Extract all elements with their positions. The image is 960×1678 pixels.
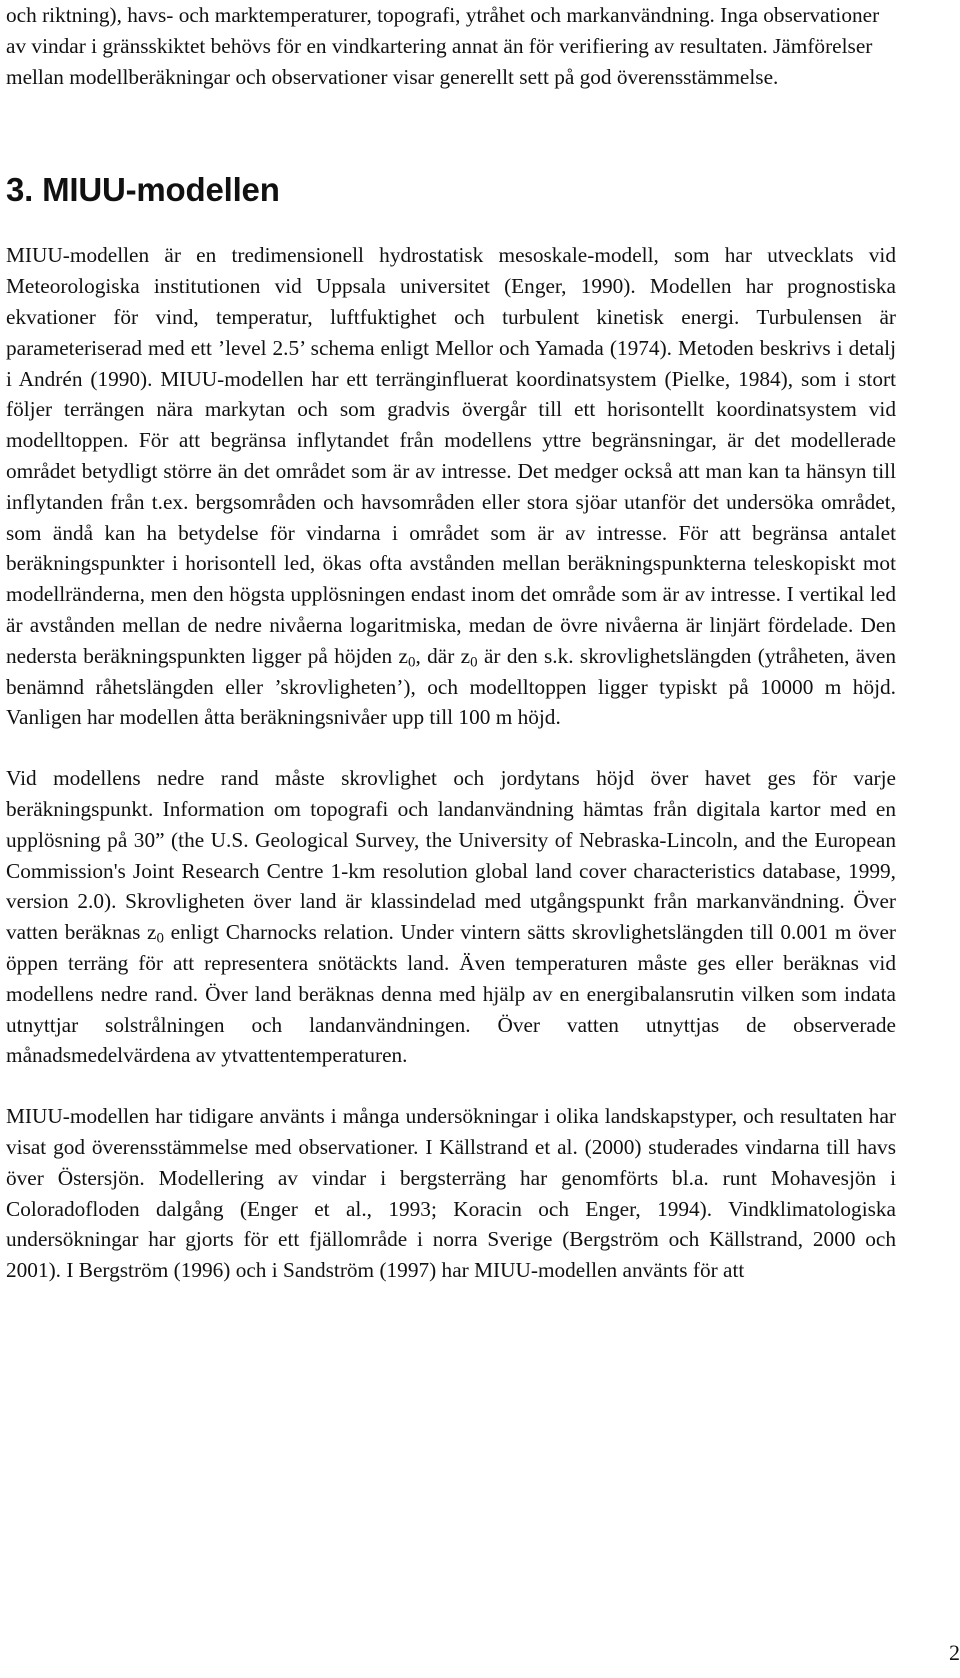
- subscript: 0: [408, 654, 416, 671]
- body-paragraph-boundary: [6, 763, 896, 1071]
- paragraph-text: Vid modellens nedre rand måste skrovlighet och jordytans höjd över havet ges för varje beräkningspunkt. Information om topografi och landanvändning hämtas från digitala kartor med en upplösning på 30” (the U.S. Geological Survey, the University of Nebraska-Lincoln, and the European Commission's Joint Research Centre 1-km resolution global land cover characteristics database, 1999, version 2.0). Skrovligheten över land är klassindelad med utgångspunkt från markanvändning. Över vatten beräknas z: [6, 766, 896, 945]
- document-page: [6, 0, 896, 1286]
- paragraph-text: är den s.k. skrovlighetslängden (ytråheten, även benämnd råhetslängden eller ’skrovligheten’), och modelltoppen ligger typiskt på 10000 m höjd. Vanligen har modellen åtta beräkningsnivåer upp till 100 m höjd.: [6, 643, 896, 730]
- paragraph-text: enligt Charnocks relation. Under vintern sätts skrovlighetslängden till 0.001 m över öppen terräng för att representera snötäckts land. Även temperaturen måste ges eller beräknas vid modellens nedre rand. Över land beräknas denna med hjälp av en energibalansrutin vilken som indata utnyttjar solstrålningen och landanvändningen. Över vatten utnyttjas de observerade månadsmedelvärdena av ytvattentemperaturen.: [6, 920, 896, 1068]
- paragraph-text: , där z: [415, 643, 471, 668]
- intro-paragraph: och riktning), havs- och marktemperaturer, topografi, ytråhet och markanvändning. Inga observationer av vindar i gränsskiktet behövs för en vindkartering annat än för verifiering av resultaten. Jämförelser mellan modellberäkningar och observationer visar generellt sett på god överensstämmelse.: [6, 3, 880, 89]
- subscript: 0: [156, 930, 164, 947]
- body-paragraph-applications: MIUU-modellen har tidigare använts i många undersökningar i olika landskapstyper, och resultaten har visat god överensstämmelse med observationer. I Källstrand et al. (2000) studerades vindarna till havs över Östersjön. Modellering av vindar i bergsterräng har genomförts bl.a. runt Mohavesjön i Coloradofloden dalgång (Enger et al., 1993; Koracin och Enger, 1994). Vindklimatologiska undersökningar har gjorts för ett fjällområde i norra Sverige (Bergström och Källstrand, 2000 och 2001). I Bergström (1996) och i Sandström (1997) har MIUU-modellen använts för att: [6, 1104, 896, 1283]
- subscript: 0: [470, 654, 478, 671]
- paragraph-text: MIUU-modellen är en tredimensionell hydrostatisk mesoskale-modell, som har utvecklats vid Meteorologiska institutionen vid Uppsala universitet (Enger, 1990). Modellen har prognostiska ekvationer för vind, temperatur, luftfuktighet och turbulent kinetisk energi. Turbulensen är parameteriserad med ett ’level 2.5’ schema enligt Mellor och Yamada (1974). Metoden beskrivs i detalj i Andrén (1990). MIUU-modellen har ett terränginfluerat koordinatsystem (Pielke, 1984), som i stort följer terrängen nära markytan och som gradvis övergår till ett horisontellt koordinatsystem vid modelltoppen. För att begränsa inflytandet från modellens yttre begränsningar, är det modellerade området betydligt större än det området som är av intresse. Det medger också att man kan ta hänsyn till inflytanden från t.ex. bergsområden och havsområden eller stora sjöar utanför det undersöka området, som ändå kan ha betydelse för vindarna i området som är av intresse. För att begränsa antalet beräkningspunkter i horisontell led, ökas ofta avstånden mellan beräkningspunkterna teleskopiskt mot modellränderna, men den högsta upplösningen endast inom det område som är av intresse. I vertikal led är avstånden mellan de nedre nivåerna logaritmiska, medan de övre nivåerna är linjärt fördelade. Den nedersta beräkningspunkten ligger på höjden z: [6, 243, 896, 668]
- section-heading: 3. MIUU-modellen: [6, 171, 280, 209]
- page-number: 2: [949, 1640, 960, 1665]
- body-paragraph-model-description: [6, 240, 896, 733]
